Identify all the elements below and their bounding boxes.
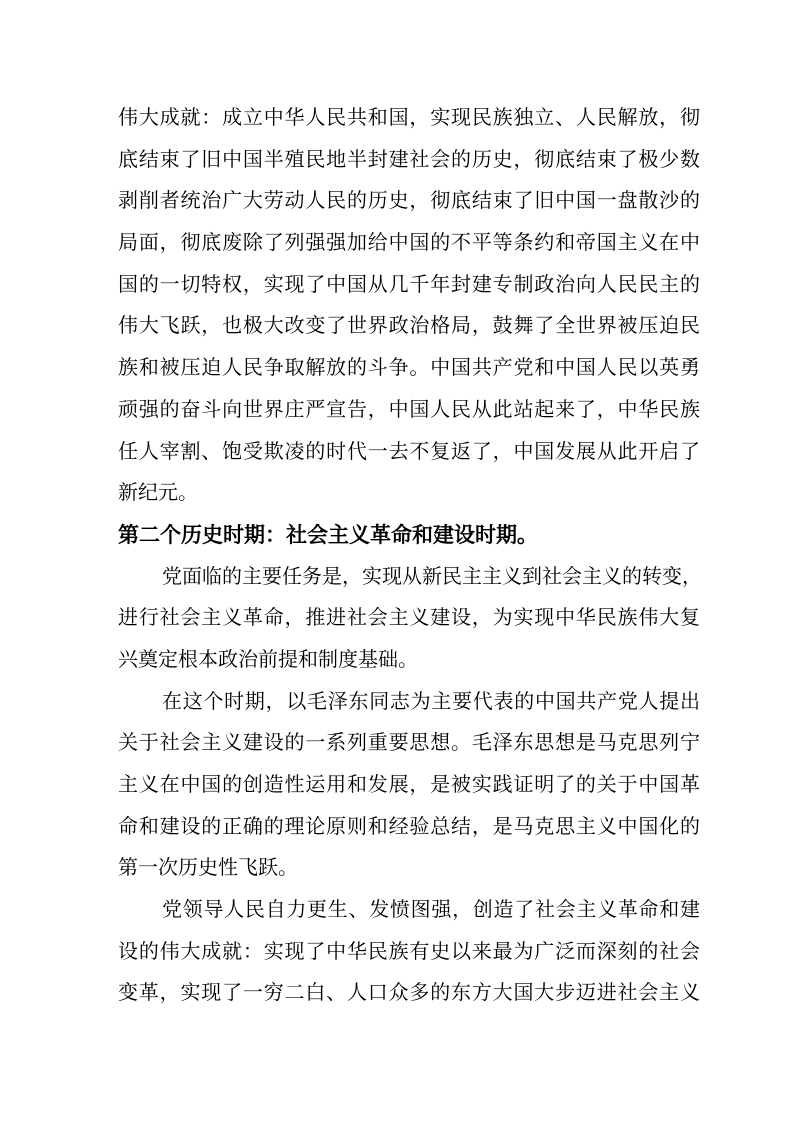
text-line: 党面临的主要任务是，实现从新民主主义到社会主义的转变， xyxy=(162,565,702,588)
text-line: 主义在中国的创造性运用和发展，是被实践证明了的关于中国革 xyxy=(118,774,700,796)
text-line: 党领导人民自力更生、发愤图强，创造了社会主义革命和建 xyxy=(162,899,700,922)
text-block xyxy=(118,98,700,1015)
text-line: 命和建设的正确的理论原则和经验总结，是马克思主义中国化的 xyxy=(118,815,700,838)
text-line: 顽强的奋斗向世界庄严宣告，中国人民从此站起来了，中华民族 xyxy=(118,398,700,421)
text-line: 第一次历史性飞跃。 xyxy=(118,857,298,880)
text-line: 局面，彻底废除了列强强加给中国的不平等条约和帝国主义在中 xyxy=(118,232,700,255)
text-line: 在这个时期，以毛泽东同志为主要代表的中国共产党人提出 xyxy=(162,690,700,713)
text-line: 任人宰割、饱受欺凌的时代一去不复返了，中国发展从此开启了 xyxy=(118,440,700,463)
text-line: 新纪元。 xyxy=(118,482,198,505)
text-line: 兴奠定根本政治前提和制度基础。 xyxy=(118,648,418,671)
text-line: 进行社会主义革命，推进社会主义建设，为实现中华民族伟大复 xyxy=(118,607,700,630)
text-line: 关于社会主义建设的一系列重要思想。毛泽东思想是马克思列宁 xyxy=(118,732,700,755)
text-line: 变革，实现了一穷二白、人口众多的东方大国大步迈进社会主义 xyxy=(118,982,700,1005)
text-line: 底结束了旧中国半殖民地半封建社会的历史，彻底结束了极少数 xyxy=(118,148,700,171)
text-line: 设的伟大成就：实现了中华民族有史以来最为广泛而深刻的社会 xyxy=(118,940,700,963)
text-line: 伟大成就：成立中华人民共和国，实现民族独立、人民解放，彻 xyxy=(118,107,700,129)
text-line: 伟大飞跃，也极大改变了世界政治格局，鼓舞了全世界被压迫民 xyxy=(118,315,700,338)
text-line: 国的一切特权，实现了中国从几千年封建专制政治向人民民主的 xyxy=(118,273,700,296)
section-heading: 第二个历史时期：社会主义革命和建设时期。 xyxy=(118,523,538,547)
text-line: 族和被压迫人民争取解放的斗争。中国共产党和中国人民以英勇 xyxy=(118,357,700,380)
text-line: 剥削者统治广大劳动人民的历史，彻底结束了旧中国一盘散沙的 xyxy=(118,190,700,213)
